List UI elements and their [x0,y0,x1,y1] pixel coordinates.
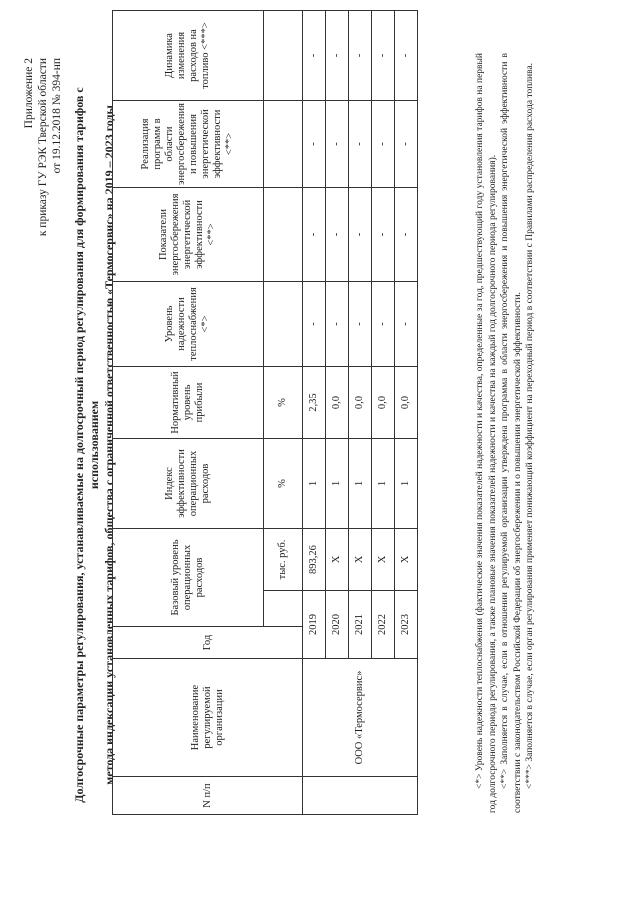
col-header-reliability: Уровень надежности теплоснабжения <*> [113,282,264,367]
cell-energy: - [326,188,349,282]
col-header-number: N п/п [113,777,303,815]
cell-program: - [349,101,372,188]
cell-profit: 0,0 [349,367,372,439]
cell-fuel: - [395,11,418,101]
title-line-2: метода индексации установленных тарифов, общества с ограниченной ответственностью «Термосервис» на 2019 – 2023 годы [102,105,116,785]
unit-spacer [264,591,303,627]
cell-base: Х [372,529,395,591]
footnote-energy-program: <**> Заполняется в случае, если в отношении регулируемой организации утверждена программа в области энергосбережения и повышения энергетической эффективности в соответствии с законодательством Российской Федерации об энергосбережении и о повышении энергетической эффективности. [500,53,523,813]
cell-reliability: - [395,282,418,367]
appendix-label: Приложение 2 [23,58,35,129]
cell-base: Х [326,529,349,591]
table-row [303,11,326,815]
footnote-reliability: <*> Уровень надежности теплоснабжения (фактические значения показателей надежности и качества, определенные за год, предшествующий году установления тарифов на первый год долгосрочного периода регулирования, а также плановые значения показателей надежности и качества на каждый год долгосрочного периода регулирования). [475,53,498,813]
col-header-fuel-dynamics: Динамика изменения расходов на топливо <***> [113,11,264,101]
cell-energy: - [395,188,418,282]
cell-program: - [326,101,349,188]
cell-profit: 0,0 [395,367,418,439]
footnotes [474,53,537,813]
cell-year: 2020 [326,591,349,659]
col-header-energy-indicators: Показатели энергосбережения энергетической эффективности <**> [113,188,264,282]
unit-energy-program [264,101,303,188]
cell-index: 1 [395,439,418,529]
cell-energy: - [303,188,326,282]
parameters-table [112,10,418,815]
cell-year: 2022 [372,591,395,659]
cell-program: - [372,101,395,188]
unit-energy-indicators [264,188,303,282]
cell-fuel: - [326,11,349,101]
unit-base-costs: тыс. руб. [264,529,303,591]
col-header-organization: Наименование регулируемой организации [113,659,303,777]
cell-year: 2021 [349,591,372,659]
cell-reliability: - [349,282,372,367]
order-line: к приказу ГУ РЭК Тверской области [37,58,49,237]
cell-reliability: - [303,282,326,367]
cell-program: - [395,101,418,188]
cell-fuel: - [372,11,395,101]
unit-profit-level: % [264,367,303,439]
cell-energy: - [372,188,395,282]
cell-year: 2023 [395,591,418,659]
unit-reliability [264,282,303,367]
cell-index: 1 [372,439,395,529]
title-line-1: Долгосрочные параметры регулирования, устанавливаемые на долгосрочный период регулирования для формирования тарифов с использованием [72,87,101,803]
cell-reliability: - [326,282,349,367]
col-header-energy-program: Реализация программ в области энергосбережения и повышения энергетической эффективности <**> [113,101,264,188]
cell-reliability: - [372,282,395,367]
col-header-year: Год [113,627,303,659]
cell-year: 2019 [303,591,326,659]
cell-index: 1 [303,439,326,529]
cell-profit: 0,0 [326,367,349,439]
cell-profit: 0,0 [372,367,395,439]
table-header-row [113,11,264,815]
order-date: от 19.12.2018 № 394-нп [51,58,63,174]
col-header-base-costs: Базовый уровень операционных расходов [113,529,264,627]
cell-base: Х [395,529,418,591]
cell-index: 1 [349,439,372,529]
cell-base: Х [349,529,372,591]
appendix-header [22,58,64,358]
unit-efficiency-index: % [264,439,303,529]
cell-index: 1 [326,439,349,529]
cell-program: - [303,101,326,188]
col-header-efficiency-index: Индекс эффективности операционных расходов [113,439,264,529]
cell-fuel: - [303,11,326,101]
cell-base: 893,26 [303,529,326,591]
cell-energy: - [349,188,372,282]
col-header-profit-level: Нормативный уровень прибыли [113,367,264,439]
cell-fuel: - [349,11,372,101]
cell-number [303,777,418,815]
document-title [72,55,117,835]
cell-organization: ООО «Термосервис» [303,659,418,777]
unit-fuel-dynamics [264,11,303,101]
footnote-fuel: <***> Заполняется в случае, если орган регулирования применяет понижающий коэффициент на переходный период в соответствии с Правилами распределения расхода топлива. [525,62,535,789]
cell-profit: 2,35 [303,367,326,439]
